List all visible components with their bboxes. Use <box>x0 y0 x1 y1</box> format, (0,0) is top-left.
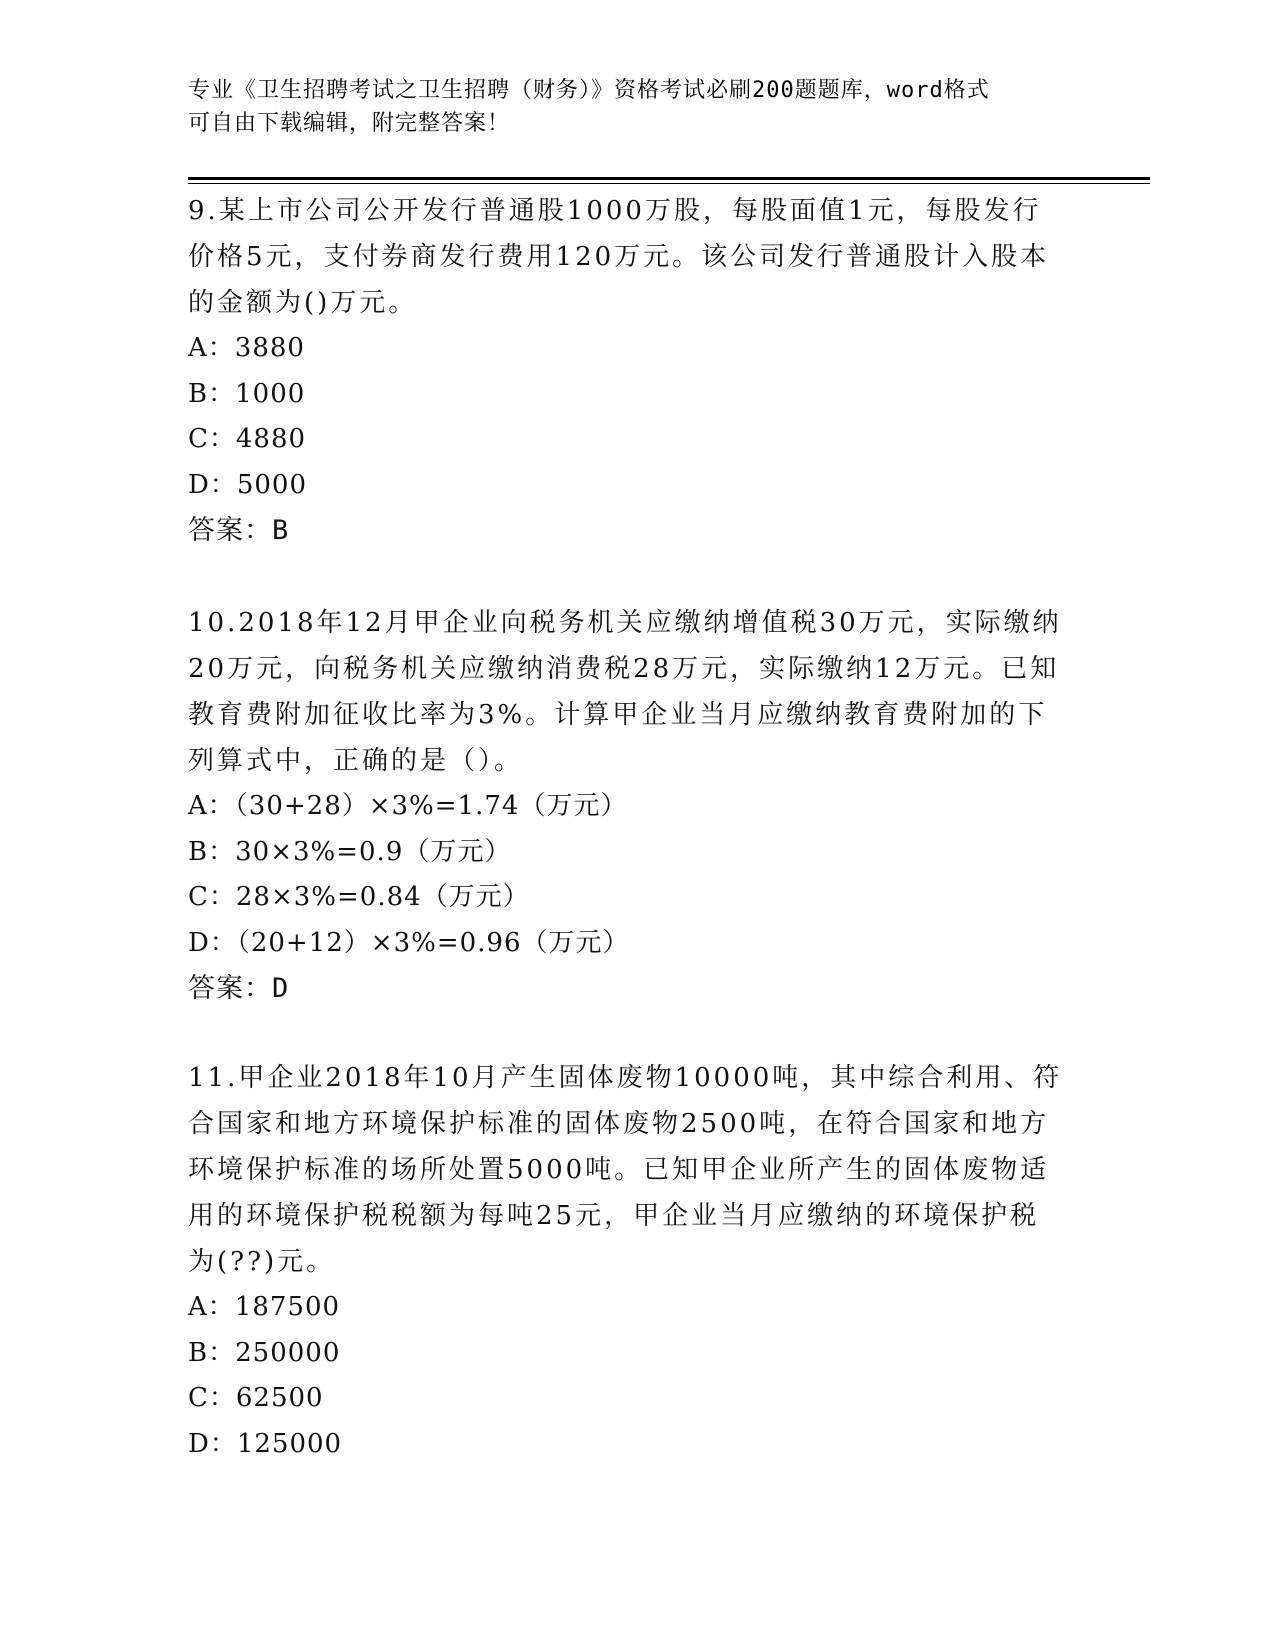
question-block <box>188 188 1068 554</box>
header-line-1: 专业《卫生招聘考试之卫生招聘（财务）》资格考试必刷200题题库，word格式 <box>188 78 990 103</box>
answer-line: 答案：D <box>188 973 290 1004</box>
answer-line: 答案：B <box>188 515 290 546</box>
option-c: C：62500 <box>188 1383 324 1413</box>
option-d: D：125000 <box>188 1428 343 1459</box>
option-a: A：（30+28）×3%=1.74（万元） <box>188 791 628 821</box>
document-header <box>188 74 1088 140</box>
option-c: C：4880 <box>188 424 307 454</box>
option-a: A：3880 <box>188 333 305 363</box>
option-d: D：5000 <box>188 469 308 500</box>
option-b: B：30×3%=0.9（万元） <box>188 836 512 867</box>
option-d: D：（20+12）×3%=0.96（万元） <box>188 927 630 958</box>
option-a: A：187500 <box>188 1292 341 1322</box>
question-text: 10.2018年12月甲企业向税务机关应缴纳增值税30万元，实际缴纳20万元，向税务机关应缴纳消费税28万元，实际缴纳12万元。已知教育费附加征收比率为3%。计算甲企业当月应缴纳教育费附加的下列算式中，正确的是（）。 <box>188 608 1062 776</box>
option-c: C：28×3%=0.84（万元） <box>188 882 530 912</box>
option-b: B：1000 <box>188 378 306 409</box>
question-text: 9.某上市公司公开发行普通股1000万股，每股面值1元，每股发行价格5元，支付券商发行费用120万元。该公司发行普通股计入股本的金额为()万元。 <box>188 196 1050 318</box>
header-divider-thick <box>188 177 1150 180</box>
option-b: B：250000 <box>188 1337 341 1368</box>
question-text: 11.甲企业2018年10月产生固体废物10000吨，其中综合利用、符合国家和地方环境保护标准的固体废物2500吨，在符合国家和地方环境保护标准的场所处置5000吨。已知甲企业所产生的固体废物适用的环境保护税税额为每吨25元，甲企业当月应缴纳的环境保护税为(??)元。 <box>188 1063 1063 1277</box>
header-divider-thin <box>188 183 1150 184</box>
header-line-2: 可自由下载编辑，附完整答案！ <box>188 111 511 136</box>
question-block <box>188 1055 1068 1467</box>
question-block <box>188 600 1068 1012</box>
